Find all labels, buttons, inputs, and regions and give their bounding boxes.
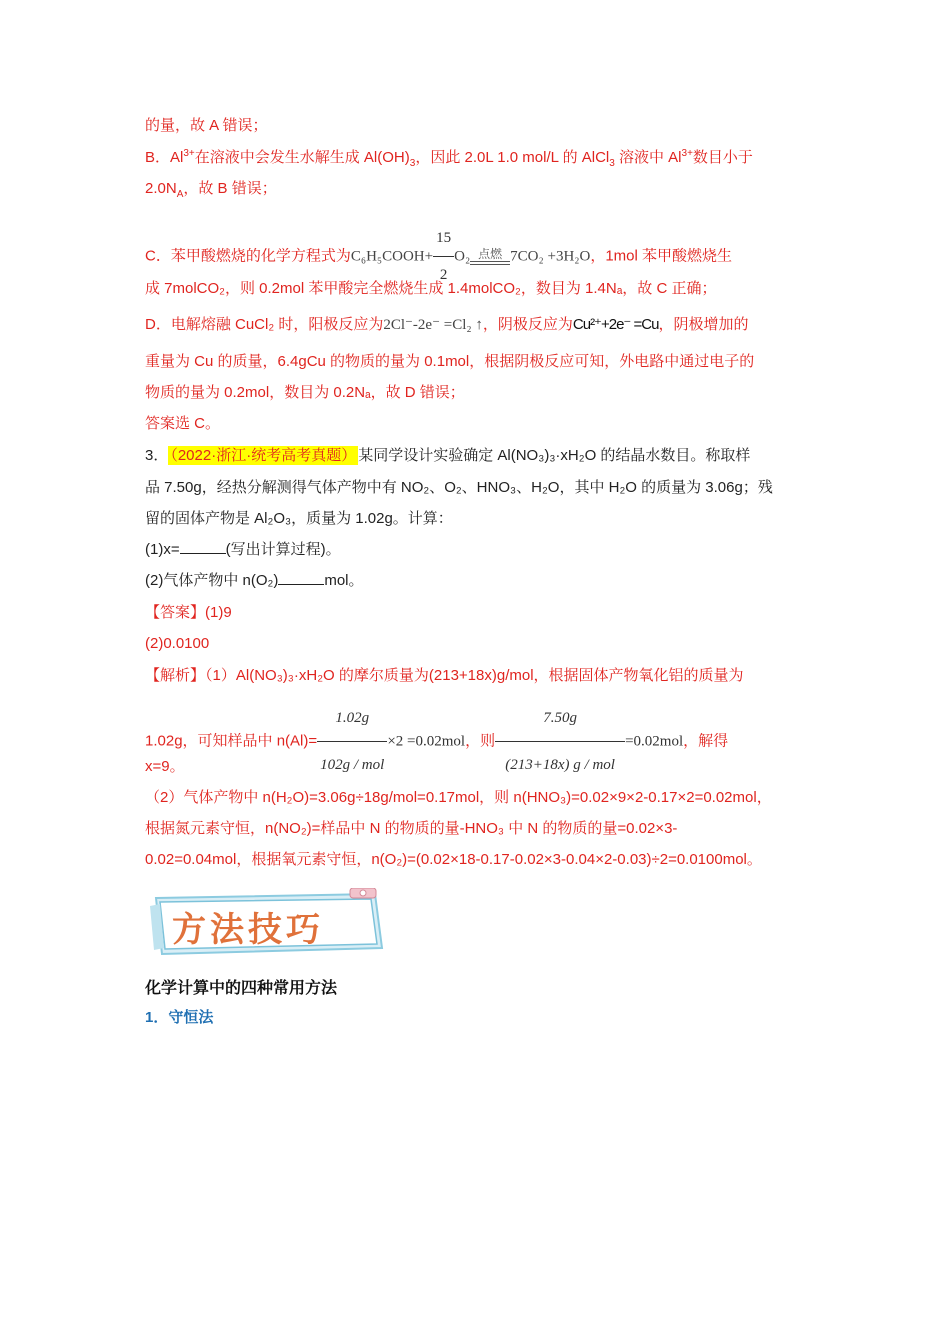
- analysis-line: 【解析】（1）Al(NO₃)₃·xH₂O 的摩尔质量为(213+18x)g/mol，根据固体产物氧化铝的质量为: [145, 667, 744, 684]
- analysis-line: 根据氮元素守恒，n(NO₂)=样品中 N 的物质的量-HNO₃ 中 N 的物质的量=0.02×3-: [145, 820, 678, 837]
- answer-label: 【答案】: [145, 604, 206, 621]
- text-line: C．苯甲酸燃烧的化学方程式为C₆H₅COOH+ $\frac{15}{2}$ O₂ 点燃 7CO₂ +3H₂O，1mol 苯甲酸燃烧生: [145, 220, 732, 293]
- banner-text: 方法技巧: [172, 910, 324, 950]
- reaction-condition: 点燃: [470, 248, 510, 265]
- fraction: $\frac{15}{2}$: [433, 220, 454, 293]
- method-tips-banner: [150, 888, 390, 960]
- sub-title: 1．守恒法: [145, 1009, 214, 1026]
- question-3-part-2: (2)气体产物中 n(O₂) mol。: [145, 572, 364, 589]
- text-line: B．$Al^{3+}$在溶液中会发生水解生成 $Al(OH)_3$，因此 2.0L 1.0 mol/L 的 AlCl$_3$ 溶液中 $Al^{3+}$数目小于: [145, 148, 753, 169]
- text-line: 答案选 C。: [145, 415, 221, 432]
- fraction: $\frac{1.02g}{\text{102g / mol}}$: [317, 695, 387, 788]
- analysis-line: x=9。: [145, 758, 185, 775]
- analysis-line: 0.02=0.04mol，根据氧元素守恒，n(O₂)=(0.02×18-0.17-0.02×3-0.04×2-0.03)÷2=0.0100mol。: [145, 851, 762, 868]
- text-line: 重量为 Cu 的质量，6.4gCu 的物质的量为 0.1mol，根据阴极反应可知，外电路中通过电子的: [145, 353, 755, 370]
- answer-blank: [180, 539, 226, 554]
- question-3-line: 品 7.50g，经热分解测得气体产物中有 NO₂、O₂、HNO₃、H₂O，其中 H₂O 的质量为 3.06g；残: [145, 479, 773, 496]
- exam-source-tag: （2022·浙江·统考高考真题）: [170, 447, 357, 464]
- equation-anode: 2Cl⁻-2e⁻ =Cl₂ ↑: [383, 317, 483, 333]
- analysis-line: （2）气体产物中 n(H₂O)=3.06g÷18g/mol=0.17mol，则 n(HNO₃)=0.02×9×2-0.17×2=0.02mol，: [145, 789, 772, 806]
- question-3-line: 留的固体产物是 Al₂O₃，质量为 1.02g。计算：: [145, 510, 453, 527]
- answer-line: (2)0.0100: [145, 635, 210, 652]
- text-line: D．电解熔融 CuCl₂ 时，阳极反应为2Cl⁻-2e⁻ =Cl₂ ↑，阴极反应为Cu²⁺+2e⁻ =Cu，阴极增加的: [145, 316, 749, 333]
- section-title: 化学计算中的四种常用方法: [145, 980, 338, 997]
- question-3-line: 3． （2022·浙江·统考高考真题） 某同学设计实验确定 Al(NO₃)₃·xH₂O 的结晶水数目。称取样: [145, 447, 751, 464]
- question-3-part-1: (1)x= (写出计算过程)。: [145, 541, 341, 558]
- fraction: $\frac{7.50g}{\text{(213+18x) g / mol}}$: [495, 695, 625, 788]
- answer-line: 【答案】(1)9: [145, 604, 232, 621]
- equation-combustion: C₆H₅COOH+: [350, 248, 434, 265]
- answer-blank: [278, 570, 324, 585]
- text-line: 物质的量为 0.2mol，数目为 0.2Nₐ，故 D 错误；: [145, 384, 465, 401]
- text-line: 成 7molCO₂，则 0.2mol 苯甲酸完全燃烧生成 1.4molCO₂，数目为 1.4Nₐ，故 C 正确；: [145, 280, 717, 297]
- equation-cathode: Cu²⁺+2e⁻ =Cu: [572, 316, 659, 333]
- text-line: 的量，故 A 错误；: [145, 117, 268, 134]
- analysis-line: 1.02g，可知样品中 n(Al)= $\frac{1.02g}{\text{102g / mol}}$ ×2 =0.02mol，则 $\frac{7.50g}{\text{(213+18x) g / mol}}$ =0.02mol，解得: [145, 695, 728, 788]
- text-line: $2.0N_A$，故 B 错误；: [145, 180, 277, 200]
- analysis-label: 【解析】: [145, 667, 206, 684]
